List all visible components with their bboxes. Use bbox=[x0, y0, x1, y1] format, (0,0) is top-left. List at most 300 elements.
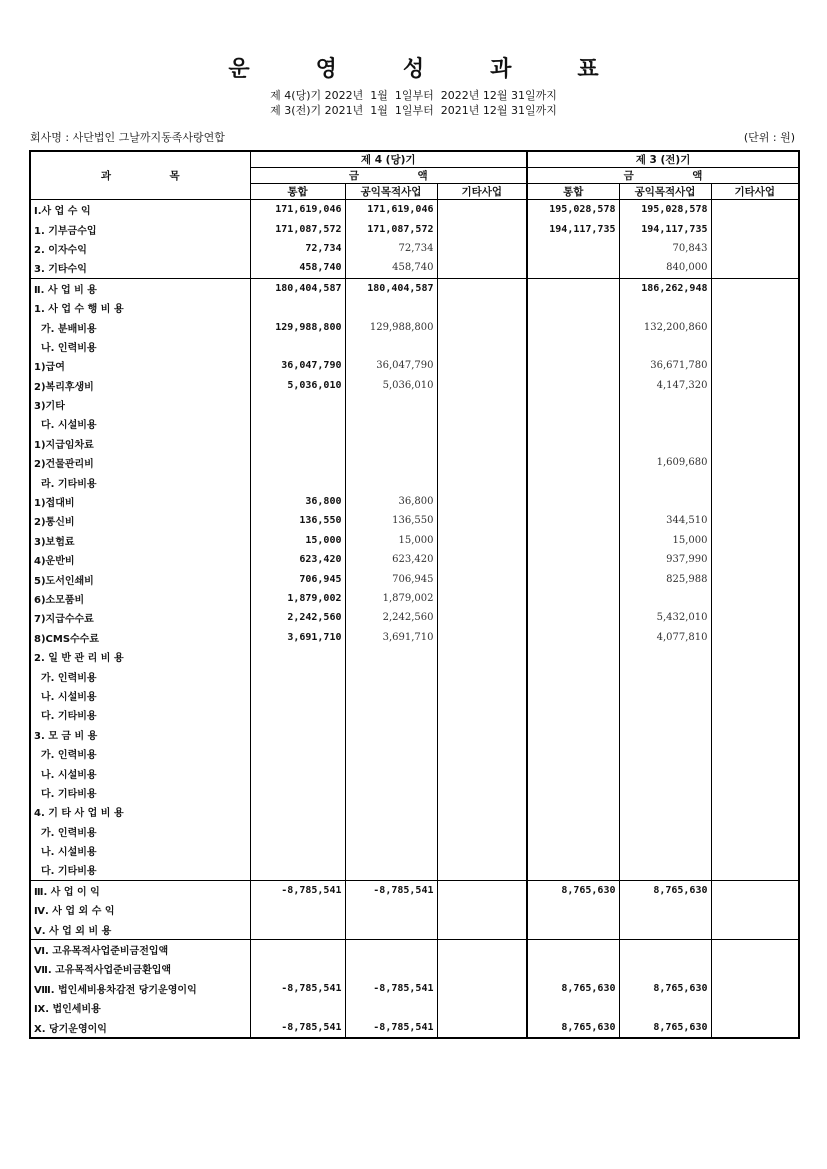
row-value bbox=[345, 900, 437, 919]
col-header: 공익목적사업 bbox=[619, 184, 711, 200]
row-value bbox=[250, 686, 345, 705]
row-value bbox=[527, 589, 619, 608]
row-value bbox=[250, 298, 345, 317]
unit-label: (단위 : 원) bbox=[743, 131, 795, 144]
row-value bbox=[437, 376, 527, 395]
row-value bbox=[345, 802, 437, 821]
header-amount-prior: 금 액 bbox=[527, 168, 799, 184]
table-row bbox=[30, 414, 799, 433]
row-label: 1. 기부금수입 bbox=[30, 219, 250, 238]
row-value bbox=[527, 414, 619, 433]
row-value: -8,785,541 bbox=[250, 1017, 345, 1037]
row-value bbox=[711, 376, 799, 395]
row-value bbox=[437, 414, 527, 433]
row-value: 5,432,010 bbox=[619, 608, 711, 627]
row-value bbox=[345, 822, 437, 841]
row-value bbox=[619, 959, 711, 978]
row-value bbox=[619, 298, 711, 317]
row-value: 136,550 bbox=[345, 511, 437, 530]
row-value: 194,117,735 bbox=[527, 219, 619, 238]
row-value bbox=[345, 647, 437, 666]
row-value bbox=[711, 434, 799, 453]
table-row bbox=[30, 219, 799, 238]
row-value bbox=[619, 763, 711, 782]
table-row bbox=[30, 900, 799, 919]
row-value: 15,000 bbox=[619, 531, 711, 550]
row-value: 72,734 bbox=[250, 239, 345, 258]
row-label: 2)복리후생비 bbox=[30, 376, 250, 395]
row-value bbox=[619, 725, 711, 744]
title-char: 과 bbox=[490, 57, 512, 82]
row-value bbox=[437, 200, 527, 220]
header-prior-period: 제 3 (전)기 bbox=[527, 151, 799, 168]
row-value bbox=[437, 959, 527, 978]
row-value bbox=[250, 414, 345, 433]
current-period-line: 제 4(당)기 2022년 1월 1일부터 2022년 12월 31일까지 bbox=[270, 89, 557, 102]
row-value bbox=[250, 705, 345, 724]
row-label: Ⅵ. 고유목적사업준비금전입액 bbox=[30, 939, 250, 959]
row-value: 1,609,680 bbox=[619, 453, 711, 472]
row-value: -8,785,541 bbox=[345, 1017, 437, 1037]
row-value: -8,785,541 bbox=[250, 880, 345, 900]
row-value bbox=[437, 880, 527, 900]
row-value bbox=[711, 200, 799, 220]
row-value: 171,619,046 bbox=[345, 200, 437, 220]
row-value bbox=[711, 395, 799, 414]
row-value bbox=[619, 860, 711, 880]
row-value bbox=[250, 900, 345, 919]
row-value bbox=[619, 900, 711, 919]
row-value bbox=[345, 763, 437, 782]
row-label: Ⅶ. 고유목적사업준비금환입액 bbox=[30, 959, 250, 978]
row-value bbox=[619, 783, 711, 802]
row-value bbox=[437, 239, 527, 258]
row-value bbox=[345, 705, 437, 724]
row-value: 2,242,560 bbox=[250, 608, 345, 627]
row-value: 15,000 bbox=[345, 531, 437, 550]
row-value: 458,740 bbox=[250, 258, 345, 278]
row-value bbox=[250, 337, 345, 356]
row-label: 3)기타 bbox=[30, 395, 250, 414]
row-value bbox=[437, 219, 527, 238]
row-value bbox=[527, 725, 619, 744]
col-header: 공익목적사업 bbox=[345, 184, 437, 200]
row-value bbox=[711, 822, 799, 841]
row-value bbox=[711, 298, 799, 317]
row-value bbox=[619, 395, 711, 414]
table-row bbox=[30, 939, 799, 959]
row-label: Ⅹ. 당기운영이익 bbox=[30, 1017, 250, 1037]
row-value bbox=[250, 453, 345, 472]
row-value bbox=[345, 959, 437, 978]
table-row bbox=[30, 841, 799, 860]
table-row bbox=[30, 550, 799, 569]
row-value bbox=[250, 939, 345, 959]
row-value bbox=[711, 219, 799, 238]
row-value bbox=[711, 531, 799, 550]
row-value bbox=[437, 550, 527, 569]
row-value bbox=[619, 919, 711, 939]
row-value: 129,988,800 bbox=[250, 317, 345, 336]
row-value bbox=[250, 472, 345, 491]
row-value: 36,800 bbox=[250, 492, 345, 511]
row-value bbox=[527, 278, 619, 298]
row-value bbox=[711, 608, 799, 627]
row-value bbox=[437, 647, 527, 666]
row-value bbox=[711, 705, 799, 724]
row-value bbox=[711, 783, 799, 802]
row-value bbox=[711, 666, 799, 685]
row-value: 171,087,572 bbox=[250, 219, 345, 238]
row-value: 3,691,710 bbox=[345, 628, 437, 647]
row-value bbox=[437, 569, 527, 588]
row-value bbox=[711, 860, 799, 880]
row-value bbox=[345, 434, 437, 453]
table-row bbox=[30, 337, 799, 356]
row-value: 171,087,572 bbox=[345, 219, 437, 238]
row-value bbox=[711, 744, 799, 763]
row-value bbox=[711, 686, 799, 705]
row-value bbox=[437, 258, 527, 278]
row-value bbox=[437, 608, 527, 627]
row-value bbox=[437, 783, 527, 802]
row-value: -8,785,541 bbox=[345, 979, 437, 998]
row-value bbox=[250, 783, 345, 802]
row-label: 3. 모 금 비 용 bbox=[30, 725, 250, 744]
row-label: Ⅰ.사 업 수 익 bbox=[30, 200, 250, 220]
row-value: 344,510 bbox=[619, 511, 711, 530]
row-value: 180,404,587 bbox=[250, 278, 345, 298]
prior-period-line: 제 3(전)기 2021년 1월 1일부터 2021년 12월 31일까지 bbox=[270, 104, 557, 117]
row-value bbox=[527, 763, 619, 782]
row-value bbox=[711, 939, 799, 959]
row-label: 가. 분배비용 bbox=[30, 317, 250, 336]
row-label: 다. 기타비용 bbox=[30, 705, 250, 724]
table-row bbox=[30, 959, 799, 978]
row-value bbox=[250, 822, 345, 841]
row-value bbox=[619, 998, 711, 1017]
row-value bbox=[527, 376, 619, 395]
row-value bbox=[527, 356, 619, 375]
row-value: 840,000 bbox=[619, 258, 711, 278]
col-header: 기타사업 bbox=[711, 184, 799, 200]
row-value bbox=[345, 337, 437, 356]
table-row bbox=[30, 492, 799, 511]
header-item: 과 목 bbox=[30, 151, 250, 200]
row-value bbox=[527, 705, 619, 724]
table-row bbox=[30, 763, 799, 782]
row-value bbox=[437, 900, 527, 919]
table-row bbox=[30, 258, 799, 278]
row-value: 194,117,735 bbox=[619, 219, 711, 238]
table-row bbox=[30, 860, 799, 880]
table-row bbox=[30, 979, 799, 998]
row-value bbox=[250, 763, 345, 782]
row-value bbox=[527, 511, 619, 530]
row-value bbox=[345, 841, 437, 860]
table-row bbox=[30, 200, 799, 220]
row-value bbox=[437, 979, 527, 998]
row-value: 825,988 bbox=[619, 569, 711, 588]
row-label: 라. 기타비용 bbox=[30, 472, 250, 491]
row-value bbox=[711, 492, 799, 511]
row-value bbox=[345, 666, 437, 685]
row-value bbox=[437, 434, 527, 453]
row-value bbox=[250, 860, 345, 880]
row-value bbox=[345, 298, 437, 317]
row-value bbox=[345, 395, 437, 414]
row-value bbox=[437, 802, 527, 821]
row-value bbox=[345, 744, 437, 763]
row-value: 8,765,630 bbox=[527, 880, 619, 900]
row-value bbox=[437, 298, 527, 317]
table-row bbox=[30, 569, 799, 588]
row-value: 623,420 bbox=[345, 550, 437, 569]
row-value bbox=[437, 860, 527, 880]
table-row bbox=[30, 744, 799, 763]
row-value bbox=[527, 939, 619, 959]
row-label: Ⅲ. 사 업 이 익 bbox=[30, 880, 250, 900]
row-value bbox=[619, 434, 711, 453]
row-value bbox=[619, 666, 711, 685]
row-value bbox=[711, 569, 799, 588]
row-value bbox=[619, 414, 711, 433]
table-row bbox=[30, 453, 799, 472]
row-value bbox=[437, 998, 527, 1017]
row-value bbox=[345, 725, 437, 744]
row-value bbox=[437, 763, 527, 782]
row-label: 가. 인력비용 bbox=[30, 822, 250, 841]
row-value: 4,077,810 bbox=[619, 628, 711, 647]
row-value: 706,945 bbox=[345, 569, 437, 588]
company-name: 회사명 : 사단법인 그날까지동족사랑연합 bbox=[30, 131, 225, 144]
row-value bbox=[527, 395, 619, 414]
row-label: 3. 기타수익 bbox=[30, 258, 250, 278]
row-value bbox=[527, 337, 619, 356]
row-value: 5,036,010 bbox=[345, 376, 437, 395]
row-label: 1)지급임차료 bbox=[30, 434, 250, 453]
header-current-period: 제 4 (당)기 bbox=[250, 151, 527, 168]
row-value: 3,691,710 bbox=[250, 628, 345, 647]
row-value: 4,147,320 bbox=[619, 376, 711, 395]
row-value bbox=[250, 666, 345, 685]
title-char: 운 bbox=[228, 57, 250, 82]
table-row bbox=[30, 608, 799, 627]
row-value: 36,800 bbox=[345, 492, 437, 511]
row-value: 72,734 bbox=[345, 239, 437, 258]
row-value bbox=[250, 647, 345, 666]
row-value: 132,200,860 bbox=[619, 317, 711, 336]
row-value bbox=[527, 686, 619, 705]
row-value bbox=[437, 356, 527, 375]
row-label: 1. 사 업 수 행 비 용 bbox=[30, 298, 250, 317]
row-value bbox=[437, 395, 527, 414]
row-label: 1)급여 bbox=[30, 356, 250, 375]
row-value bbox=[711, 880, 799, 900]
row-value bbox=[711, 919, 799, 939]
row-label: 6)소모품비 bbox=[30, 589, 250, 608]
table-row bbox=[30, 666, 799, 685]
row-value bbox=[345, 453, 437, 472]
row-value bbox=[437, 511, 527, 530]
table-row bbox=[30, 298, 799, 317]
row-value bbox=[711, 1017, 799, 1037]
row-value bbox=[527, 531, 619, 550]
row-label: 2)통신비 bbox=[30, 511, 250, 530]
row-value bbox=[619, 705, 711, 724]
row-value bbox=[711, 356, 799, 375]
report-title bbox=[0, 52, 827, 83]
row-value bbox=[711, 628, 799, 647]
row-value bbox=[527, 453, 619, 472]
table-row bbox=[30, 434, 799, 453]
table-row bbox=[30, 919, 799, 939]
row-value bbox=[711, 589, 799, 608]
row-value bbox=[437, 686, 527, 705]
row-value bbox=[527, 647, 619, 666]
row-value bbox=[250, 841, 345, 860]
table-row bbox=[30, 317, 799, 336]
row-value bbox=[711, 979, 799, 998]
row-value bbox=[619, 802, 711, 821]
income-statement-table bbox=[29, 150, 800, 1039]
row-value bbox=[345, 860, 437, 880]
row-value bbox=[437, 472, 527, 491]
row-value bbox=[437, 666, 527, 685]
row-value bbox=[527, 434, 619, 453]
col-header: 기타사업 bbox=[437, 184, 527, 200]
row-value bbox=[527, 666, 619, 685]
row-value bbox=[711, 337, 799, 356]
row-value: 15,000 bbox=[250, 531, 345, 550]
row-value bbox=[527, 569, 619, 588]
row-value bbox=[711, 278, 799, 298]
row-value bbox=[527, 822, 619, 841]
row-value bbox=[619, 822, 711, 841]
row-value: 706,945 bbox=[250, 569, 345, 588]
row-label: 7)지급수수료 bbox=[30, 608, 250, 627]
row-value bbox=[711, 453, 799, 472]
row-value bbox=[527, 550, 619, 569]
table-row bbox=[30, 1017, 799, 1037]
row-label: 4)운반비 bbox=[30, 550, 250, 569]
row-label: 가. 인력비용 bbox=[30, 666, 250, 685]
row-label: 2)건물관리비 bbox=[30, 453, 250, 472]
table-row bbox=[30, 998, 799, 1017]
row-value bbox=[250, 434, 345, 453]
period-info bbox=[0, 88, 827, 118]
row-value bbox=[619, 472, 711, 491]
row-value bbox=[527, 959, 619, 978]
row-value bbox=[619, 337, 711, 356]
col-header: 통합 bbox=[527, 184, 619, 200]
row-value bbox=[527, 998, 619, 1017]
row-value: 129,988,800 bbox=[345, 317, 437, 336]
row-value: 70,843 bbox=[619, 239, 711, 258]
row-value bbox=[437, 628, 527, 647]
row-value bbox=[711, 239, 799, 258]
row-value: 8,765,630 bbox=[527, 979, 619, 998]
row-value: 1,879,002 bbox=[250, 589, 345, 608]
table-row bbox=[30, 511, 799, 530]
row-value bbox=[527, 298, 619, 317]
row-value bbox=[711, 725, 799, 744]
row-label: 나. 시설비용 bbox=[30, 841, 250, 860]
row-value: 8,765,630 bbox=[527, 1017, 619, 1037]
row-value bbox=[527, 239, 619, 258]
row-value bbox=[711, 511, 799, 530]
row-value bbox=[711, 959, 799, 978]
row-value bbox=[527, 317, 619, 336]
row-value bbox=[527, 919, 619, 939]
row-value bbox=[250, 802, 345, 821]
row-value bbox=[527, 628, 619, 647]
table-row bbox=[30, 880, 799, 900]
row-label: 2. 일 반 관 리 비 용 bbox=[30, 647, 250, 666]
row-value bbox=[527, 841, 619, 860]
row-label: 다. 시설비용 bbox=[30, 414, 250, 433]
table-row bbox=[30, 395, 799, 414]
table-row bbox=[30, 822, 799, 841]
row-value bbox=[619, 686, 711, 705]
row-value bbox=[711, 900, 799, 919]
row-value bbox=[711, 414, 799, 433]
row-value: 2,242,560 bbox=[345, 608, 437, 627]
table-row bbox=[30, 589, 799, 608]
row-label: Ⅴ. 사 업 외 비 용 bbox=[30, 919, 250, 939]
title-char: 영 bbox=[315, 57, 337, 82]
row-value bbox=[711, 763, 799, 782]
row-value bbox=[711, 550, 799, 569]
row-value: 36,671,780 bbox=[619, 356, 711, 375]
table-row bbox=[30, 472, 799, 491]
row-value bbox=[527, 900, 619, 919]
row-value bbox=[527, 860, 619, 880]
row-value: 136,550 bbox=[250, 511, 345, 530]
row-label: 나. 시설비용 bbox=[30, 763, 250, 782]
row-value bbox=[250, 744, 345, 763]
row-value: 195,028,578 bbox=[527, 200, 619, 220]
row-value bbox=[619, 744, 711, 763]
table-row bbox=[30, 356, 799, 375]
row-value: 937,990 bbox=[619, 550, 711, 569]
row-label: Ⅱ. 사 업 비 용 bbox=[30, 278, 250, 298]
row-value bbox=[250, 919, 345, 939]
row-value bbox=[437, 453, 527, 472]
row-value bbox=[711, 998, 799, 1017]
row-value bbox=[437, 589, 527, 608]
table-row bbox=[30, 647, 799, 666]
row-value bbox=[711, 647, 799, 666]
row-value bbox=[527, 472, 619, 491]
table-row bbox=[30, 628, 799, 647]
table-row bbox=[30, 783, 799, 802]
row-value bbox=[437, 278, 527, 298]
row-value bbox=[527, 783, 619, 802]
row-value bbox=[527, 492, 619, 511]
table-row bbox=[30, 802, 799, 821]
row-value bbox=[437, 317, 527, 336]
row-value: 8,765,630 bbox=[619, 880, 711, 900]
row-value bbox=[437, 337, 527, 356]
row-value bbox=[437, 841, 527, 860]
row-value bbox=[437, 705, 527, 724]
row-value bbox=[345, 686, 437, 705]
table-row bbox=[30, 686, 799, 705]
title-char: 성 bbox=[402, 57, 425, 82]
row-label: 4. 기 타 사 업 비 용 bbox=[30, 802, 250, 821]
row-label: 8)CMS수수료 bbox=[30, 628, 250, 647]
